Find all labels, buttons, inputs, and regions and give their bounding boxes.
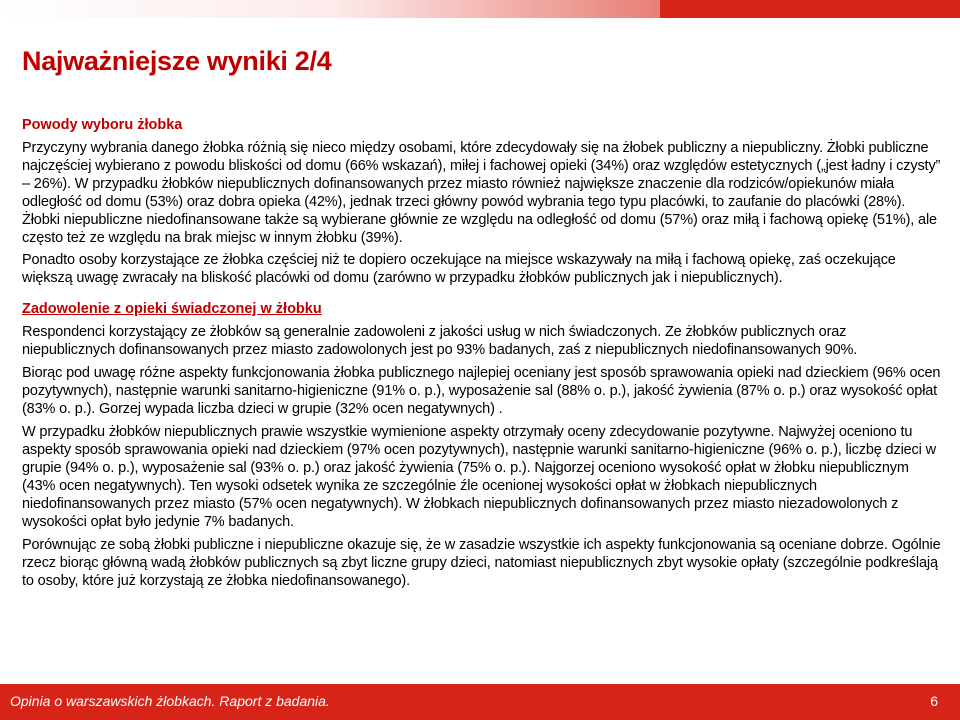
satisfaction-paragraph-2: Biorąc pod uwagę różne aspekty funkcjonowania żłobka publicznego najlepiej oceniany jest sposób sprawowania opieki nad dzieckiem (96% ocen pozytywnych), następnie warunki sanitarno-higieniczne (91% o. p.), wyposażenie sal (88% o. p.), jakość żywienia (87% o. p.) oraz wysokość opłat (83% o. p.). Gorzej wypada liczba dzieci w grupie (32% ocen negatywnych) . (22, 365, 941, 417)
slide-title: Najważniejsze wyniki 2/4 (22, 46, 332, 76)
satisfaction-paragraph-1: Respondenci korzystający ze żłobków są generalnie zadowoleni z jakości usług w nich świadczonych. Ze żłobków publicznych oraz niepublicznych dofinansowanych przez miasto zadowolonych jest po 93% badanych, zaś z niepublicznych niedofinansowanych 90%. (22, 324, 858, 358)
satisfaction-paragraph-3: W przypadku żłobków niepublicznych prawie wszystkie wymienione aspekty otrzymały oceny zdecydowanie pozytywne. Najwyżej oceniono tu aspekty sposób sprawowania opieki nad dzieckiem (97% ocen pozytywnych), następnie warunki sanitarno-higieniczne (96% o. p.), liczbę dzieci w grupie (94% o. p.), wyposażenie sal (93% o. p.) oraz jakość żywienia (75% o. p.). Najgorzej oceniono wysokość opłat w żłobku niepublicznym (43% ocen negatywnych). Ten wysoki odsetek wynika ze szczególnie źle ocenionej wysokości opłat w żłobkach niepublicznych niedofinansowanych przez miasto (57% ocen negatywnych). W żłobkach niepublicznych dofinansowanych przez miasto niezadowolonych z wysokości opłat było jedynie 7% badanych. (22, 424, 936, 530)
reasons-paragraph-2: Ponadto osoby korzystające ze żłobka częściej niż te dopiero oczekujące na miejsce wskazywały na miłą i fachową opiekę, zaś oczekujące większą uwagę zwracały na bliskość placówki od domu (zarówno w przypadku żłobków publicznych jak i niepublicznych). (22, 252, 896, 286)
footer-bar (0, 684, 960, 720)
reasons-heading: Powody wyboru żłobka (22, 117, 183, 133)
footer-text: Opinia o warszawskich żłobkach. Raport z badania. (10, 693, 330, 709)
satisfaction-heading: Zadowolenie z opieki świadczonej w żłobku (22, 301, 322, 317)
reasons-paragraph-1: Przyczyny wybrania danego żłobka różnią się nieco między osobami, które zdecydowały się na żłobek publiczny a niepubliczny. Żłobki publiczne najczęściej wybierano z powodu bliskości od domu (66% wskazań), miłej i fachowej opieki (34%) oraz względów estetycznych („jest ładny i czysty” – 26%). W przypadku żłobków niepublicznych dofinansowanych przez miasto również największe znaczenie dla rodziców/opiekunów miała odległość od domu (53%) oraz dobra opieka (42%), jednak trzeci główny powód wybrania tego typu placówki, to zaufanie do placówki (28%). Żłobki niepubliczne niedofinansowane także są wybierane głównie ze względu na odległość od domu (57%) oraz miłą i fachową opiekę (51%), ale często też ze względu na brak miejsc w innym żłobku (39%). (22, 140, 941, 246)
slide-content (22, 116, 942, 590)
page-number: 6 (930, 693, 938, 709)
satisfaction-paragraph-4: Porównując ze sobą żłobki publiczne i niepubliczne okazuje się, że w zasadzie wszystkie ich aspekty funkcjonowania są oceniane dobrze. Ogólnie rzecz biorąc główną wadą żłobków publicznych są zbyt liczne grupy dzieci, natomiast niepublicznych zbyt wysokie opłaty (szczególnie podkreślają to osoby, które już korzystają ze żłobka niedofinansowanego). (22, 537, 941, 589)
top-red-tab (660, 0, 960, 18)
top-decorative-stripe (0, 0, 960, 18)
